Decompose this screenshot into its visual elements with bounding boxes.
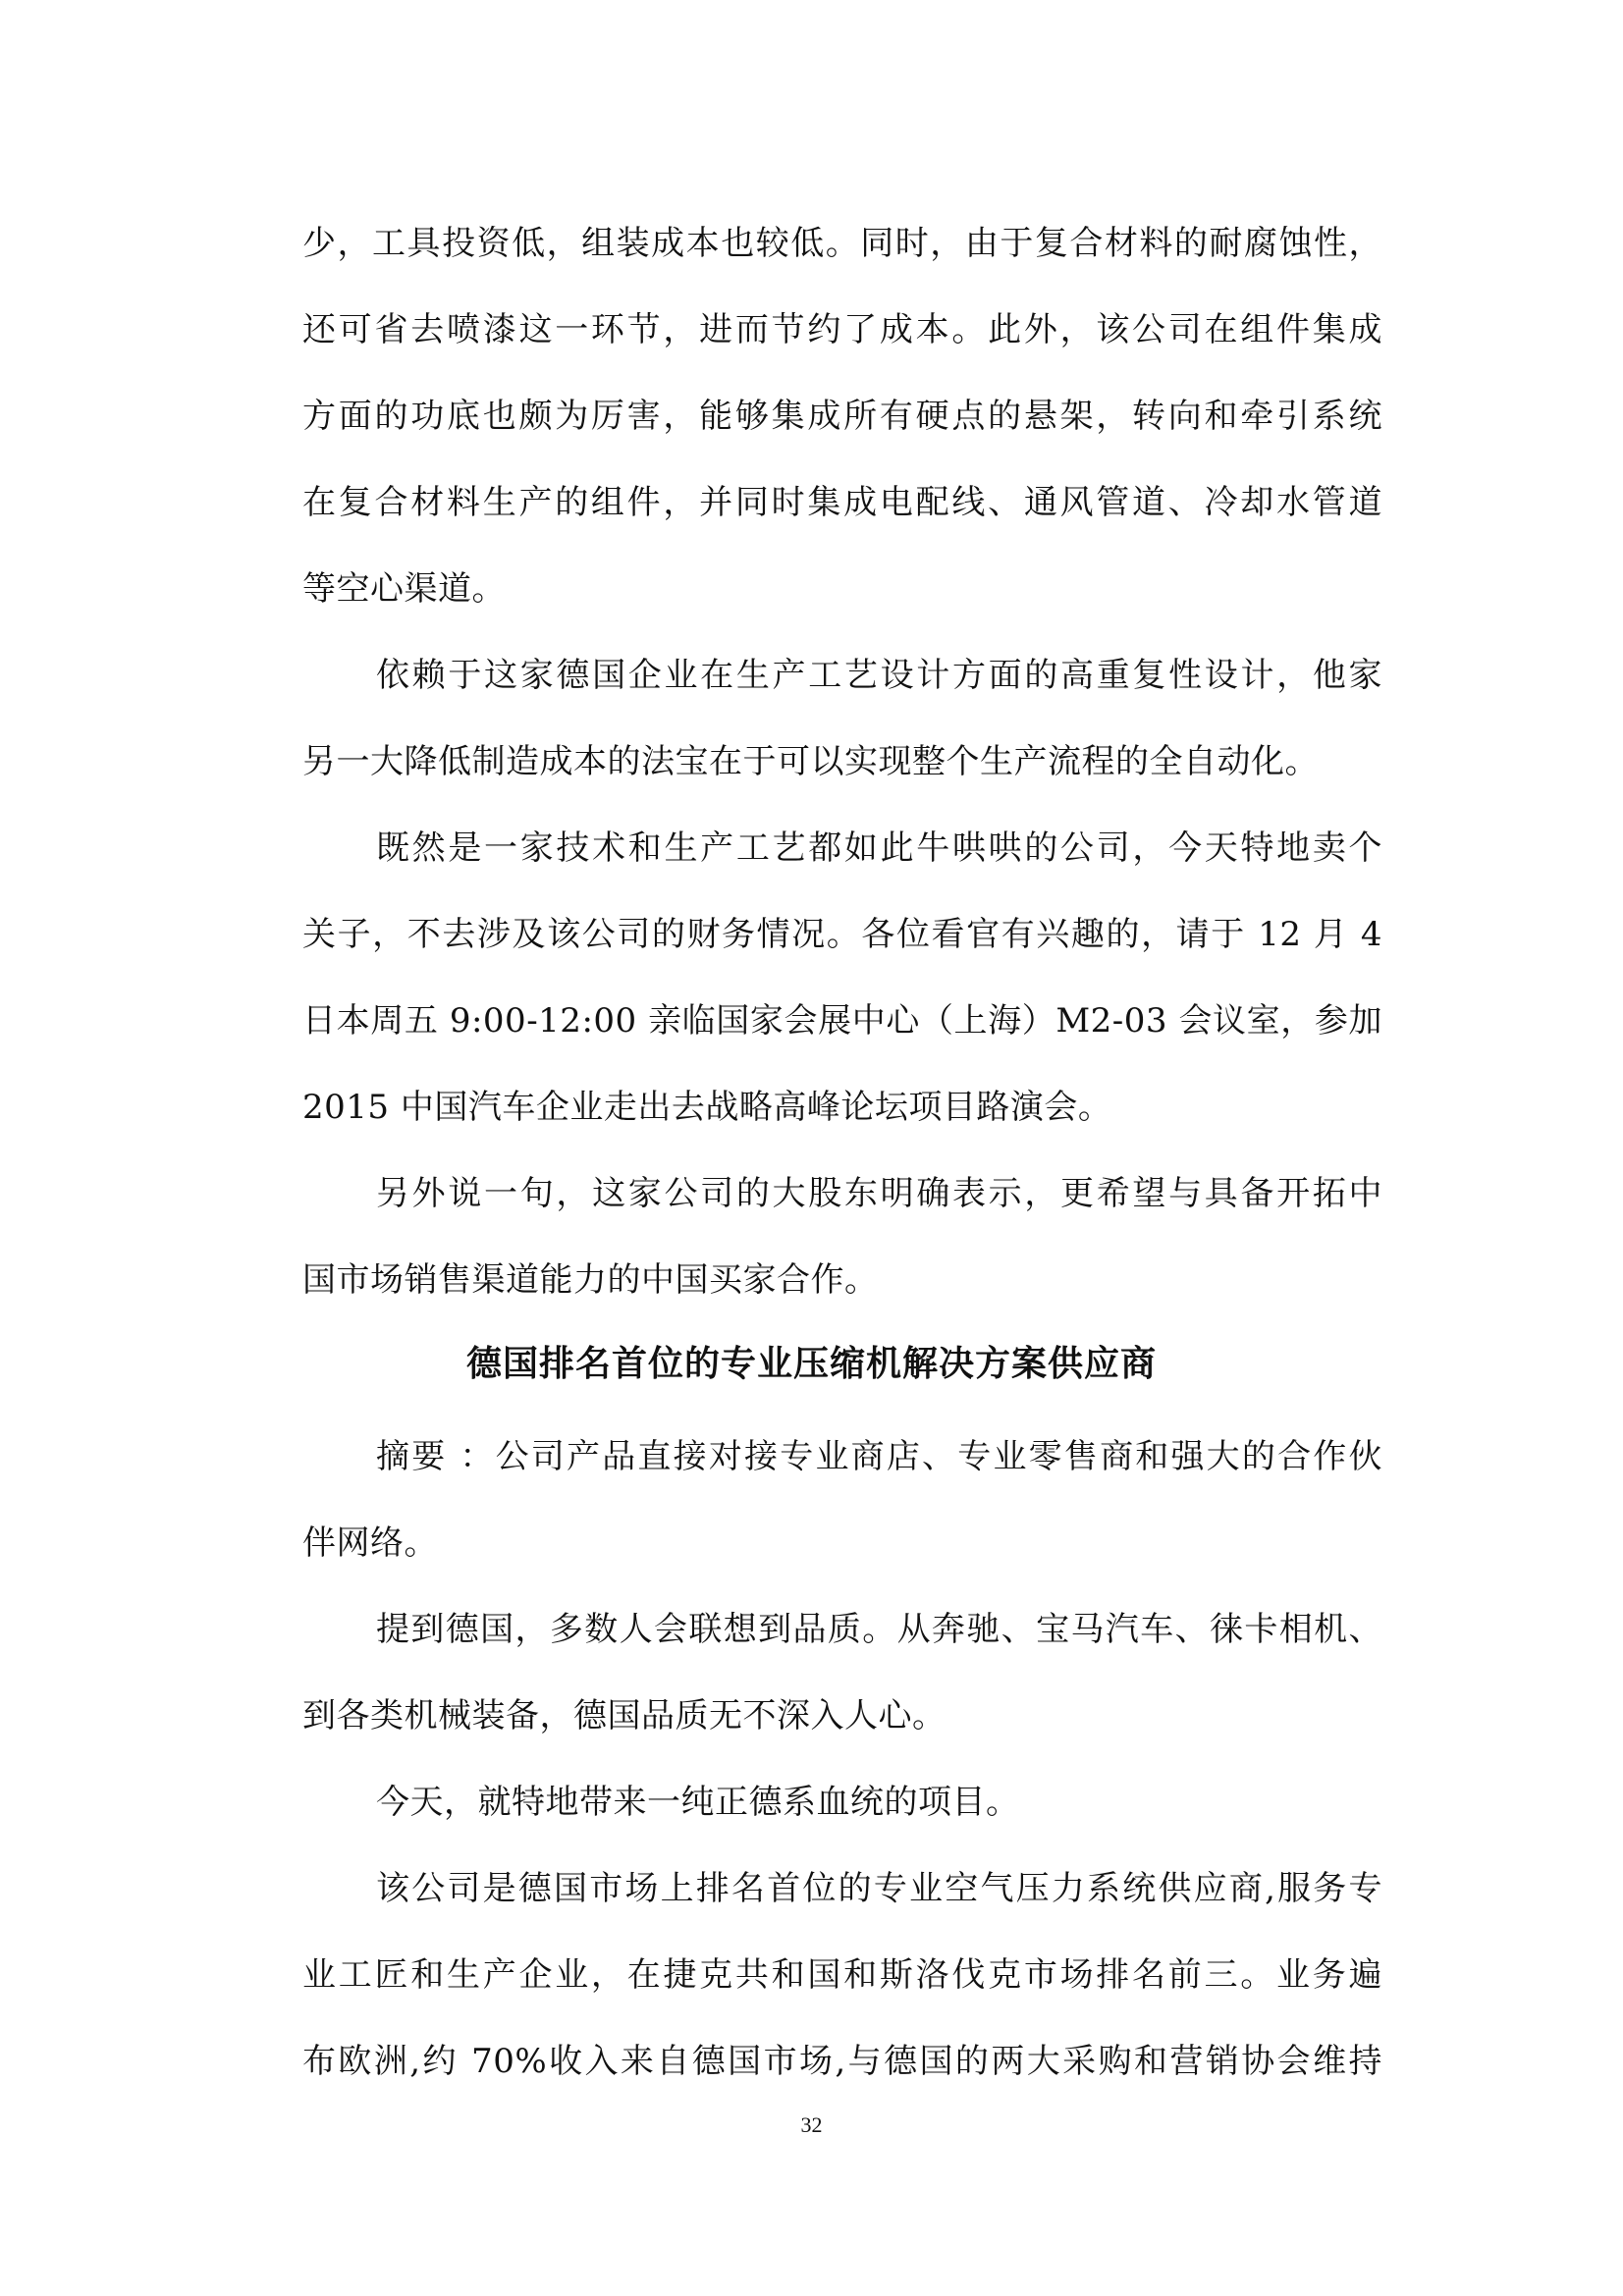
body-text-line: 提到德国，多数人会联想到品质。从奔驰、宝马汽车、徕卡相机、 <box>376 1610 1382 1649</box>
body-text-line: 依赖于这家德国企业在生产工艺设计方面的高重复性设计，他家 <box>376 656 1382 695</box>
body-text-line: 少，工具投资低，组装成本也较低。同时，由于复合材料的耐腐蚀性， <box>302 224 1382 263</box>
body-text-line: 日本周五 9:00-12:00 亲临国家会展中心（上海）M2-03 会议室，参加 <box>302 1001 1382 1041</box>
body-text-line: 伴网络。 <box>302 1523 438 1563</box>
section-heading: 德国排名首位的专业压缩机解决方案供应商 <box>465 1344 1157 1384</box>
body-text-line: 到各类机械装备，德国品质无不深入人心。 <box>302 1696 947 1735</box>
page-number: 32 <box>800 2112 823 2137</box>
body-text-line: 方面的功底也颇为厉害，能够集成所有硬点的悬架，转向和牵引系统 <box>302 397 1382 436</box>
body-text-line: 另一大降低制造成本的法宝在于可以实现整个生产流程的全自动化。 <box>302 742 1319 781</box>
body-text-line: 国市场销售渠道能力的中国买家合作。 <box>302 1260 879 1300</box>
body-text-line: 还可省去喷漆这一环节，进而节约了成本。此外，该公司在组件集成 <box>302 310 1382 349</box>
body-text-line: 业工匠和生产企业，在捷克共和国和斯洛伐克市场排名前三。业务遍 <box>302 1955 1382 1995</box>
body-text-line: 今天，就特地带来一纯正德系血统的项目。 <box>376 1783 1020 1822</box>
body-text-line: 布欧洲,约 70%收入来自德国市场,与德国的两大采购和营销协会维持 <box>302 2042 1382 2081</box>
body-text-line: 该公司是德国市场上排名首位的专业空气压力系统供应商,服务专 <box>376 1869 1382 1908</box>
body-text-line: 摘要 ：公司产品直接对接专业商店、专业零售商和强大的合作伙 <box>376 1437 1382 1476</box>
body-text-line: 2015 中国汽车企业走出去战略高峰论坛项目路演会。 <box>302 1088 1112 1127</box>
body-text-line: 在复合材料生产的组件，并同时集成电配线、通风管道、冷却水管道 <box>302 483 1382 522</box>
body-text-line: 既然是一家技术和生产工艺都如此牛哄哄的公司，今天特地卖个 <box>376 828 1382 868</box>
body-text-line: 另外说一句，这家公司的大股东明确表示，更希望与具备开拓中 <box>376 1174 1382 1213</box>
body-text-line: 关子，不去涉及该公司的财务情况。各位看官有兴趣的，请于 12 月 4 <box>302 915 1382 954</box>
body-text-line: 等空心渠道。 <box>302 569 506 609</box>
